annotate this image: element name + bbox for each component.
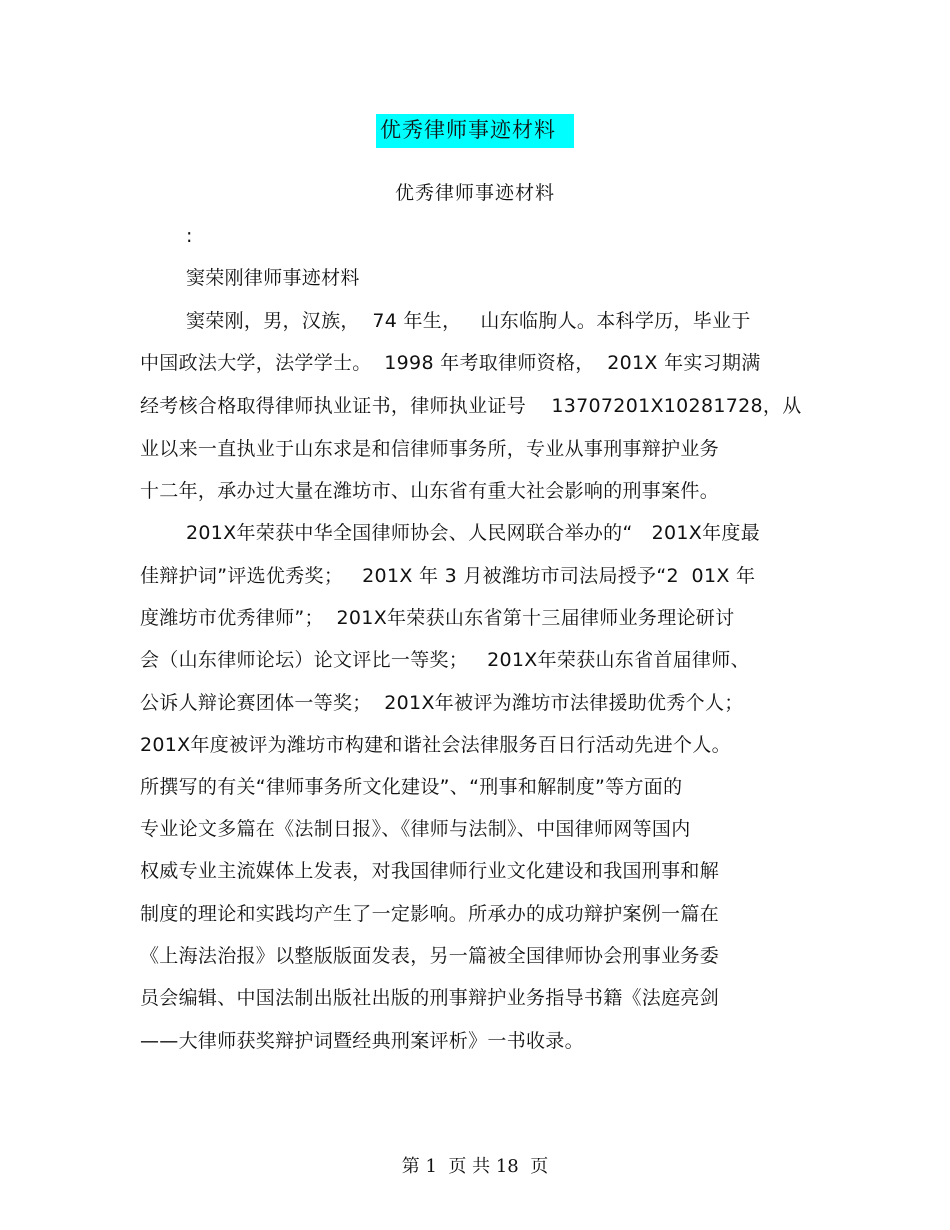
body-line: 权威专业主流媒体上发表，对我国律师行业文化建设和我国刑事和解	[140, 860, 720, 882]
body-line: 中国政法大学，法学学士。 1998 年考取律师资格， 201X 年实习期满	[140, 352, 761, 374]
body-line: 制度的理论和实践均产生了一定影响。所承办的成功辩护案例一篇在	[140, 903, 720, 925]
document-subtitle: 优秀律师事迹材料	[394, 182, 555, 204]
body-line: 所撰写的有关“律师事务所文化建设”、“刑事和解制度”等方面的	[140, 776, 683, 798]
body-line: 经考核合格取得律师执业证书，律师执业证号 13707201X10281728，从	[140, 395, 802, 417]
body-line: 专业论文多篇在《法制日报》、《律师与法制》、中国律师网等国内	[140, 818, 691, 840]
body-line: 十二年，承办过大量在潍坊市、山东省有重大社会影响的刑事案件。	[140, 480, 720, 502]
body-line: 窦荣刚，男，汉族， 74 年生， 山东临朐人。本科学历，毕业于	[186, 310, 751, 332]
body-line: 公诉人辩论赛团体一等奖； 201X年被评为潍坊市法律援助优秀个人；	[140, 692, 744, 714]
body-line: ——大律师获奖辩护词暨经典刑案评析》一书收录。	[140, 1030, 584, 1052]
body-line: 度潍坊市优秀律师”； 201X年荣获山东省第十三届律师业务理论研讨	[140, 607, 735, 629]
body-line: 201X年度被评为潍坊市构建和谐社会法律服务百日行活动先进个人。	[140, 734, 731, 756]
body-line: 业以来一直执业于山东求是和信律师事务所，专业从事刑事辩护业务	[140, 438, 720, 460]
page-footer: 第 1 页 共 18 页	[401, 1156, 549, 1177]
body-line: 201X年荣获中华全国律师协会、人民网联合举办的“ 201X年度最	[186, 522, 761, 544]
body-line: 佳辩护词”评选优秀奖； 201X 年 3 月被潍坊市司法局授予“2 01X 年	[140, 565, 756, 587]
title-container	[0, 114, 950, 148]
body-line: 会（山东律师论坛）论文评比一等奖； 201X年荣获山东省首届律师、	[140, 649, 750, 671]
section-heading: 窦荣刚律师事迹材料	[186, 267, 360, 289]
document-title: 优秀律师事迹材料	[376, 114, 574, 148]
body-line: 《上海法治报》以整版版面发表，另一篇被全国律师协会刑事业务委	[140, 945, 720, 967]
body-line: 员会编辑、中国法制出版社出版的刑事辩护业务指导书籍《法庭亮剑	[140, 987, 720, 1009]
colon-line: :	[186, 225, 193, 247]
